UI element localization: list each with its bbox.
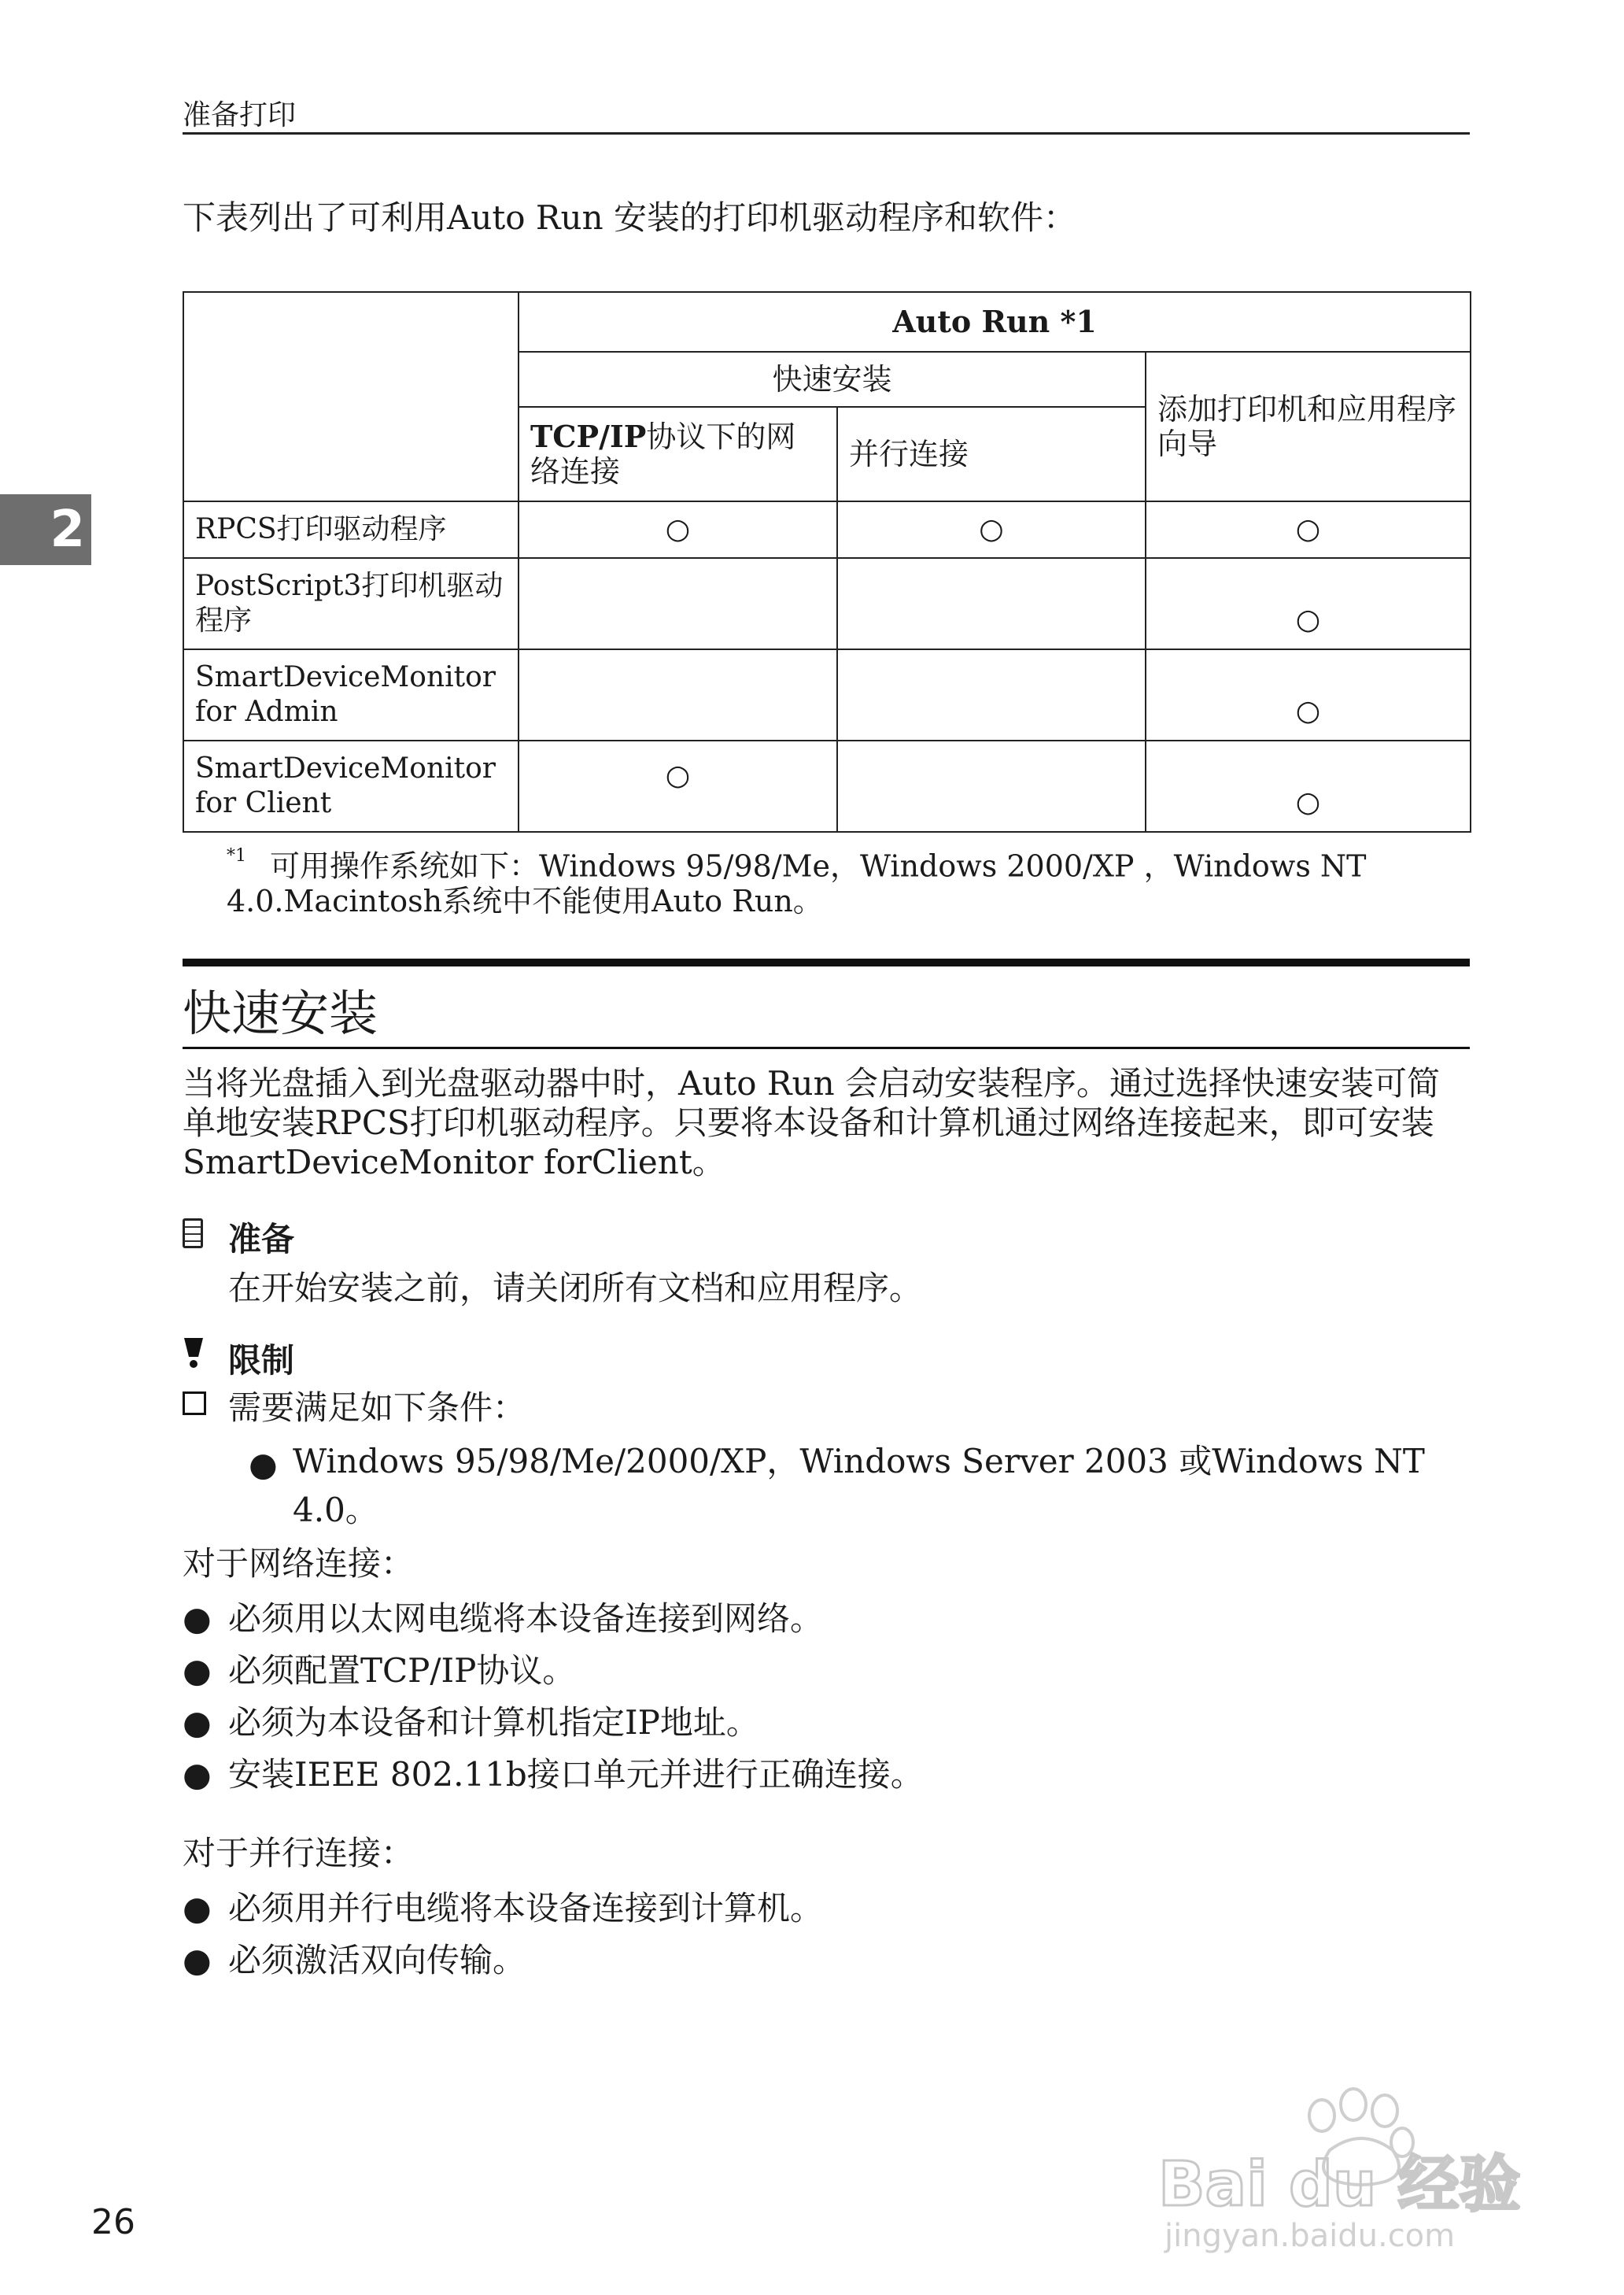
- limitation-condition: 需要满足如下条件：: [228, 1388, 526, 1427]
- empty-cell: [837, 649, 1146, 741]
- watermark-brand: Bai du 经验: [1158, 2149, 1521, 2220]
- list-item: [183, 1883, 823, 1930]
- table-footnote: [227, 844, 1470, 918]
- table-row: [183, 649, 1471, 741]
- bullet-icon: ●: [183, 1941, 212, 1979]
- tcpip-label: TCP/IP: [530, 419, 647, 454]
- footnote-mark: *1: [227, 846, 246, 866]
- note-icon: [183, 1218, 203, 1248]
- chapter-tab: 2: [0, 494, 91, 565]
- watermark-url: jingyan.baidu.com: [1164, 2218, 1456, 2254]
- table-corner-cell: [183, 292, 519, 501]
- support-mark: ○: [1146, 558, 1471, 649]
- row-label: RPCS打印驱动程序: [183, 501, 519, 558]
- list-item-text: 必须用并行电缆将本设备连接到计算机。: [228, 1889, 824, 1927]
- support-mark: ○: [519, 501, 837, 558]
- baidu-watermark: [1157, 2075, 1550, 2256]
- row-label: SmartDeviceMonitor for Client: [183, 741, 519, 832]
- limitation-icon: [181, 1335, 206, 1369]
- list-item: [183, 1697, 759, 1744]
- wizard-header: 添加打印机和应用程序向导: [1146, 352, 1471, 501]
- os-requirement: Windows 95/98/Me/2000/XP，Windows Server 2003 或Windows NT 4.0。: [293, 1442, 1425, 1529]
- preparation-text: 在开始安装之前，请关闭所有文档和应用程序。: [228, 1269, 923, 1307]
- checkbox-icon: [183, 1391, 206, 1415]
- tcpip-header: [519, 407, 837, 501]
- list-item: [183, 1749, 924, 1796]
- tcpip-label-rest: 协议下的网络连接: [530, 419, 796, 489]
- list-item: [183, 1645, 575, 1692]
- network-heading: 对于网络连接：: [183, 1544, 415, 1583]
- empty-cell: [519, 558, 837, 649]
- bullet-icon: ●: [183, 1755, 212, 1794]
- list-item-text: 必须配置TCP/IP协议。: [228, 1651, 576, 1690]
- bullet-icon: ●: [183, 1703, 212, 1742]
- list-item: [183, 1593, 823, 1640]
- bullet-icon: ●: [249, 1445, 278, 1484]
- bullet-icon: ●: [183, 1599, 212, 1638]
- running-header: 准备打印: [183, 99, 297, 131]
- row-label: SmartDeviceMonitor for Admin: [183, 649, 519, 741]
- support-mark: ○: [1146, 741, 1471, 832]
- support-mark: ○: [1146, 501, 1471, 558]
- footnote-text: 可用操作系统如下：Windows 95/98/Me，Windows 2000/XP ，Windows NT 4.0.Macintosh系统中不能使用Auto Run。: [227, 848, 1367, 918]
- support-mark: ○: [837, 501, 1146, 558]
- bullet-icon: ●: [183, 1889, 212, 1927]
- parallel-header: 并行连接: [837, 407, 1146, 501]
- support-mark: ○: [519, 741, 837, 832]
- intro-text: 下表列出了可利用Auto Run 安装的打印机驱动程序和软件：: [183, 198, 1076, 237]
- preparation-title: 准备: [228, 1220, 295, 1258]
- section-paragraph: 当将光盘插入到光盘驱动器中时，Auto Run 会启动安装程序。通过选择快速安装可简单地安装RPCS打印机驱动程序。只要将本设备和计算机通过网络连接起来，即可安装SmartDeviceMonitor forClient。: [183, 1064, 1440, 1181]
- header-rule: [183, 132, 1470, 135]
- row-label: PostScript3打印机驱动程序: [183, 558, 519, 649]
- page-number: 26: [91, 2202, 135, 2242]
- section-title: 快速安装: [183, 985, 378, 1042]
- parallel-heading: 对于并行连接：: [183, 1834, 415, 1872]
- quick-install-header: 快速安装: [519, 352, 1146, 407]
- auto-run-header: Auto Run *1: [519, 292, 1471, 352]
- support-mark: ○: [1146, 649, 1471, 741]
- table-row: [183, 558, 1471, 649]
- empty-cell: [837, 741, 1146, 832]
- empty-cell: [519, 649, 837, 741]
- list-item-text: 安装IEEE 802.11b接口单元并进行正确连接。: [228, 1755, 924, 1794]
- list-item: [183, 1935, 526, 1982]
- limitation-title: 限制: [228, 1341, 295, 1380]
- empty-cell: [837, 558, 1146, 649]
- driver-table: [183, 291, 1471, 833]
- table-row: [183, 741, 1471, 832]
- list-item-text: 必须用以太网电缆将本设备连接到网络。: [228, 1599, 824, 1638]
- list-item-text: 必须为本设备和计算机指定IP地址。: [228, 1703, 759, 1742]
- bullet-icon: ●: [183, 1651, 212, 1690]
- table-row: [183, 501, 1471, 558]
- list-item-text: 必须激活双向传输。: [228, 1941, 526, 1979]
- section-rule-top: [183, 959, 1470, 966]
- section-rule-bottom: [183, 1047, 1470, 1049]
